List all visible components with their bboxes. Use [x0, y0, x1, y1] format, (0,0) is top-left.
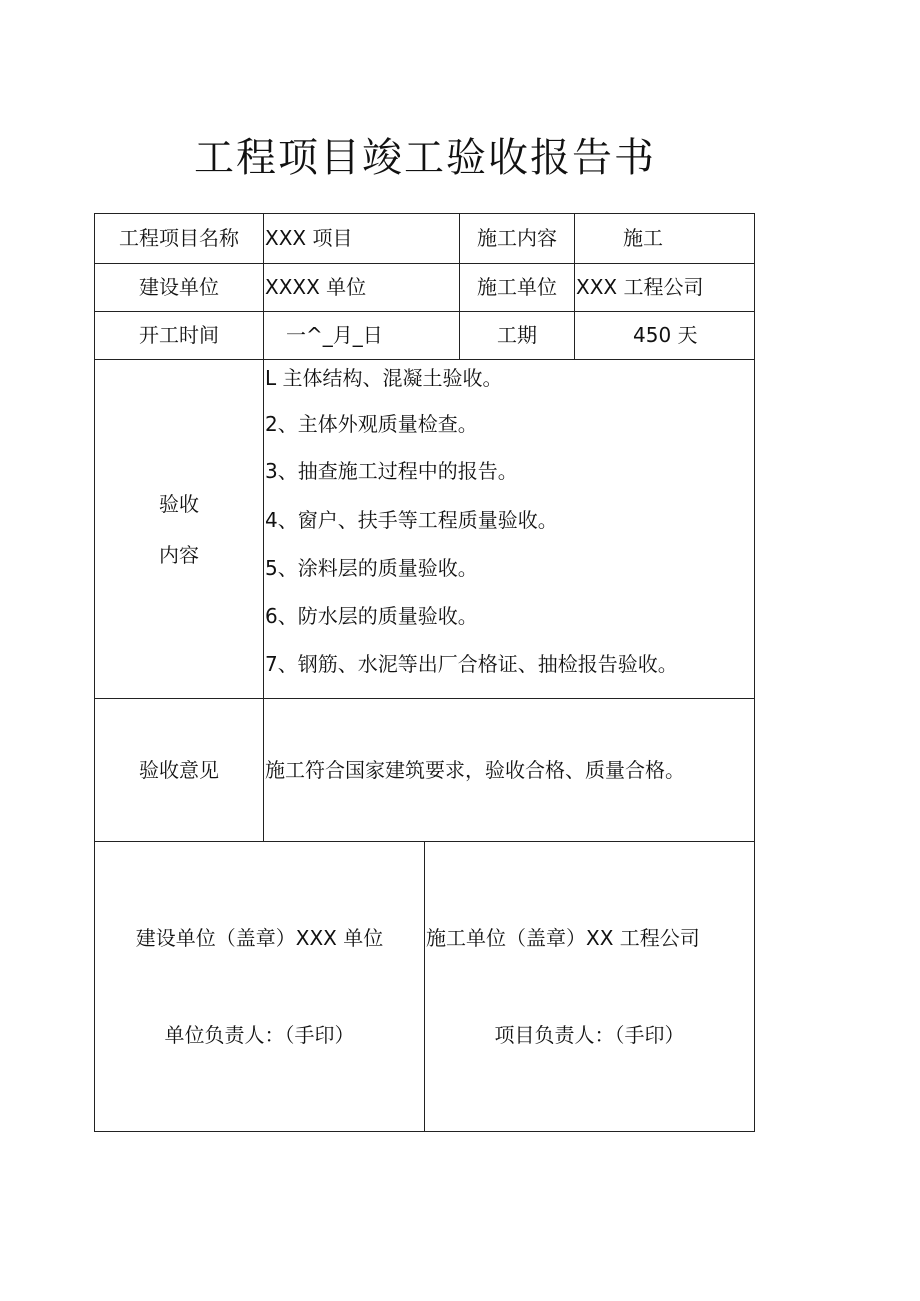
contractor-label: 施工单位 — [477, 275, 557, 299]
table-border-left — [94, 213, 95, 1132]
duration-value: 450 天 — [633, 323, 698, 347]
table-border-bottom — [94, 1131, 755, 1132]
start-time-value: 一^_月_日 — [286, 323, 383, 347]
acceptance-content-label-line1: 验收 — [159, 492, 199, 516]
row-divider-4 — [94, 698, 755, 699]
contractor-signer: 项目负责人：（手印） — [494, 1023, 685, 1047]
list-item: 2、主体外观质量检查。 — [265, 412, 478, 436]
owner-seal: 建设单位（盖章）XXX 单位 — [135, 926, 384, 950]
contractor-seal: 施工单位（盖章）XX 工程公司 — [426, 926, 700, 950]
opinion-value: 施工符合国家建筑要求，验收合格、质量合格。 — [265, 758, 685, 782]
col-divider-label — [263, 213, 264, 841]
construction-content-label: 施工内容 — [477, 226, 557, 250]
contractor-value: XXX 工程公司 — [576, 275, 704, 299]
acceptance-content-label-line2: 内容 — [159, 543, 199, 567]
start-time-label: 开工时间 — [139, 323, 219, 347]
owner-label: 建设单位 — [139, 275, 219, 299]
project-name-value: XXX 项目 — [265, 226, 353, 250]
row-divider-3 — [94, 359, 755, 360]
owner-signer: 单位负责人：（手印） — [164, 1023, 355, 1047]
duration-label: 工期 — [497, 323, 537, 347]
table-border-right — [754, 213, 755, 1132]
opinion-label: 验收意见 — [139, 758, 219, 782]
report-title: 工程项目竣工验收报告书 — [194, 135, 656, 181]
list-item: 6、防水层的质量验收。 — [265, 604, 478, 628]
list-item: 4、窗户、扶手等工程质量验收。 — [265, 508, 558, 532]
list-item: 3、抽查施工过程中的报告。 — [265, 459, 518, 483]
table-border-top — [94, 213, 755, 214]
col-divider-signatures — [424, 841, 425, 1131]
list-item: 7、钢筋、水泥等出厂合格证、抽检报告验收。 — [265, 652, 678, 676]
row-divider-2 — [94, 311, 755, 312]
project-name-label: 工程项目名称 — [119, 226, 239, 250]
construction-content-value: 施工 — [623, 226, 663, 250]
list-item: 5、涂料层的质量验收。 — [265, 556, 478, 580]
col-divider-value — [574, 213, 575, 359]
row-divider-1 — [94, 263, 755, 264]
acceptance-items-list — [265, 365, 753, 695]
owner-value: XXXX 单位 — [265, 275, 367, 299]
list-item: L 主体结构、混凝土验收。 — [265, 366, 503, 390]
